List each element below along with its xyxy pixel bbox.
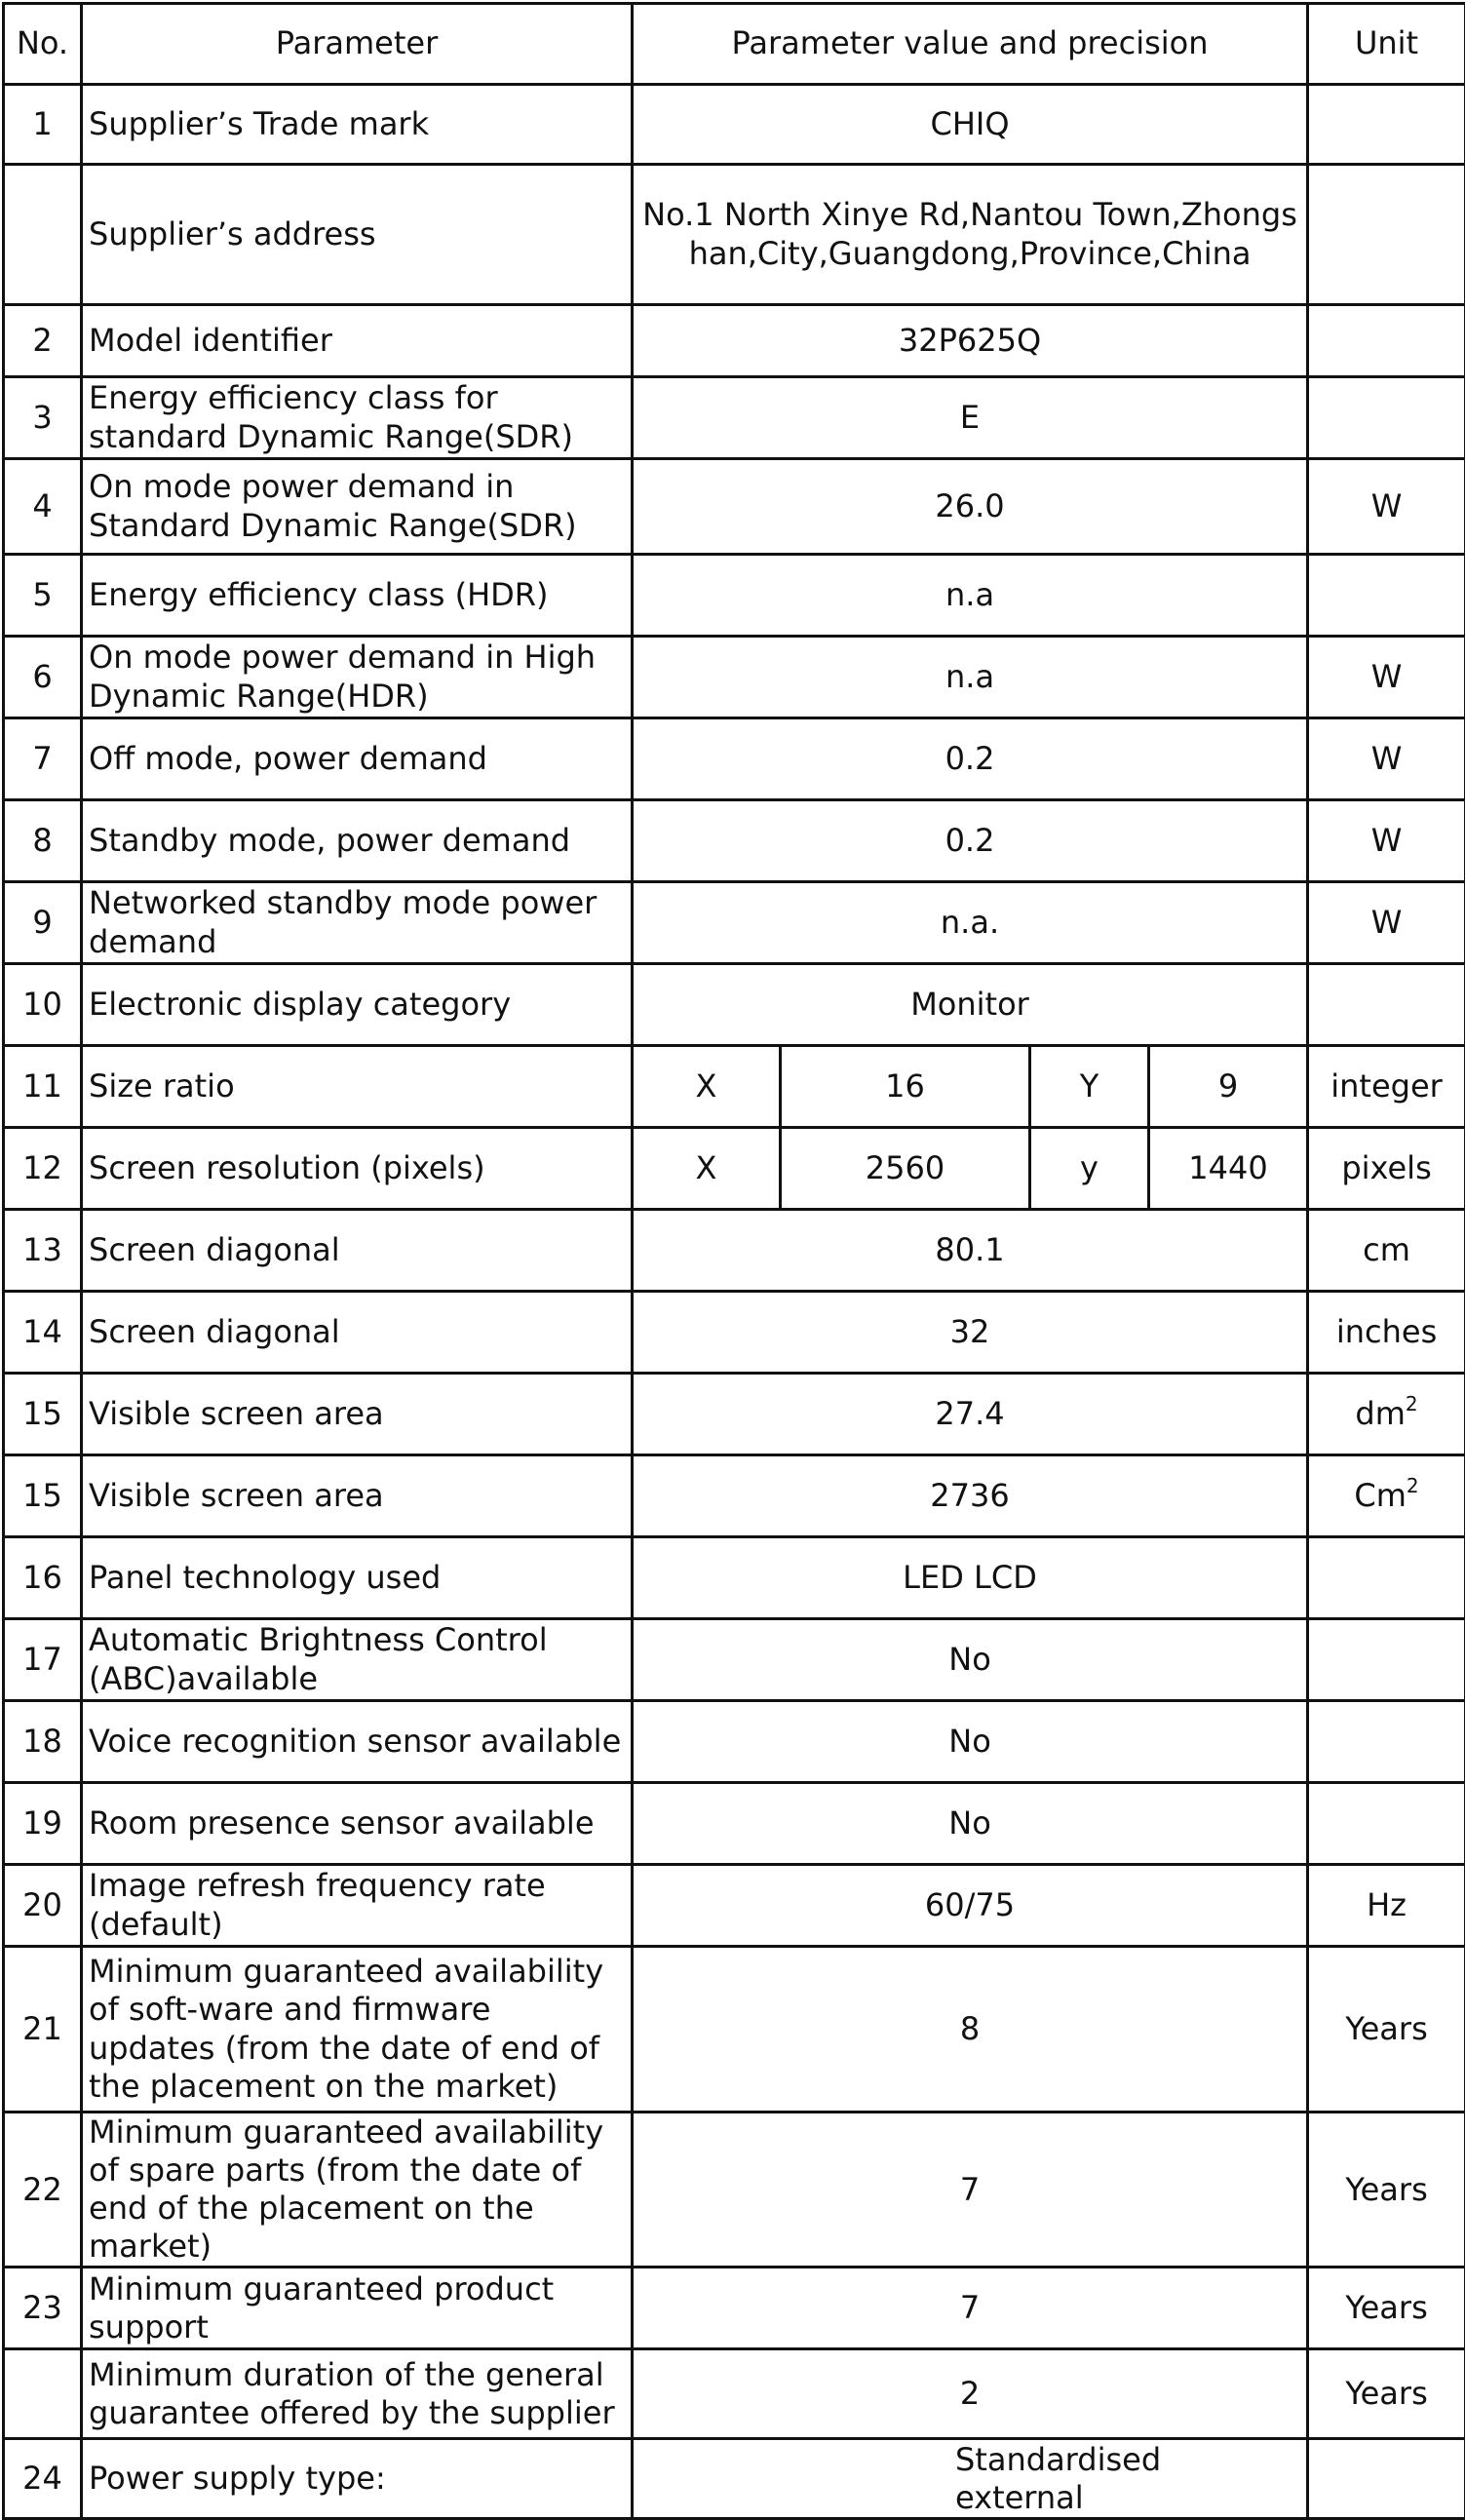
- row-no: [4, 165, 82, 305]
- table-row: [4, 1865, 1465, 1947]
- row-value: 2: [633, 2349, 1308, 2439]
- row-unit: Cm: [1354, 1477, 1407, 1514]
- row-no: 17: [4, 1619, 82, 1701]
- row-value: n.a: [633, 555, 1308, 637]
- table-row: [4, 1128, 1465, 1210]
- row-parameter: Power supply type:: [82, 2439, 633, 2519]
- table-row: [4, 165, 1465, 305]
- row-parameter: Supplier’s address: [82, 165, 633, 305]
- row-unit: [1308, 1537, 1465, 1619]
- table-row: [4, 1619, 1465, 1701]
- row-unit: [1308, 305, 1465, 377]
- table-row: [4, 637, 1465, 718]
- row-no: 20: [4, 1865, 82, 1947]
- row-no: 9: [4, 882, 82, 964]
- row-no: 22: [4, 2113, 82, 2268]
- row-parameter: Minimum guaranteed availability of soft-ware and firmware updates (from the date of end of the placement on the market): [82, 1947, 633, 2113]
- row-value: Monitor: [633, 964, 1308, 1046]
- row-no: 7: [4, 718, 82, 800]
- row-value: No: [633, 1619, 1308, 1701]
- row-unit: [1308, 2439, 1465, 2519]
- row-unit: inches: [1308, 1292, 1465, 1374]
- row-unit: [1308, 1619, 1465, 1701]
- row-no: 15: [4, 1455, 82, 1537]
- table-row: [4, 1374, 1465, 1455]
- row-unit: W: [1308, 800, 1465, 882]
- header-value: Parameter value and precision: [633, 4, 1308, 85]
- row-y-value: 1440: [1149, 1128, 1308, 1210]
- table-row: [4, 2113, 1465, 2268]
- row-value: E: [633, 377, 1308, 459]
- row-unit: integer: [1308, 1046, 1465, 1128]
- row-value: Standardised external: [633, 2439, 1308, 2519]
- table-row: [4, 1701, 1465, 1783]
- row-no: 16: [4, 1537, 82, 1619]
- row-parameter: Off mode, power demand: [82, 718, 633, 800]
- row-parameter: Electronic display category: [82, 964, 633, 1046]
- row-parameter: Model identifier: [82, 305, 633, 377]
- row-value: 32P625Q: [633, 305, 1308, 377]
- row-parameter: Energy efficiency class (HDR): [82, 555, 633, 637]
- row-parameter: Screen resolution (pixels): [82, 1128, 633, 1210]
- row-x-label: X: [633, 1046, 781, 1128]
- row-unit: [1308, 1783, 1465, 1865]
- row-x-value: 16: [781, 1046, 1030, 1128]
- row-value: 7: [633, 2268, 1308, 2349]
- row-value: No: [633, 1701, 1308, 1783]
- row-unit: W: [1308, 459, 1465, 555]
- row-value: No.1 North Xinye Rd,Nantou Town,Zhongshan,City,Guangdong,Province,China: [633, 165, 1308, 305]
- row-no: 23: [4, 2268, 82, 2349]
- row-unit: Years: [1308, 1947, 1465, 2113]
- row-unit-exponent: 2: [1407, 1474, 1419, 1497]
- table-row: [4, 555, 1465, 637]
- row-value: n.a: [633, 637, 1308, 718]
- header-parameter: Parameter: [82, 4, 633, 85]
- row-value: 60/75: [633, 1865, 1308, 1947]
- row-parameter: Room presence sensor available: [82, 1783, 633, 1865]
- table-row: [4, 85, 1465, 165]
- row-no: 11: [4, 1046, 82, 1128]
- table-row: [4, 1292, 1465, 1374]
- row-value: CHIQ: [633, 85, 1308, 165]
- row-parameter: Visible screen area: [82, 1374, 633, 1455]
- row-unit: Years: [1308, 2268, 1465, 2349]
- row-parameter: Energy efficiency class for standard Dynamic Range(SDR): [82, 377, 633, 459]
- row-no: 5: [4, 555, 82, 637]
- table-row: [4, 800, 1465, 882]
- row-y-value: 9: [1149, 1046, 1308, 1128]
- table-row: [4, 1947, 1465, 2113]
- row-no: 19: [4, 1783, 82, 1865]
- table-row: [4, 1455, 1465, 1537]
- row-value: 0.2: [633, 800, 1308, 882]
- row-unit: Years: [1308, 2349, 1465, 2439]
- row-value: 27.4: [633, 1374, 1308, 1455]
- row-parameter: Minimum guaranteed product support: [82, 2268, 633, 2349]
- row-value: 32: [633, 1292, 1308, 1374]
- table-row: [4, 2349, 1465, 2439]
- row-unit: cm: [1308, 1210, 1465, 1292]
- row-no: 21: [4, 1947, 82, 2113]
- row-unit: dm: [1355, 1395, 1405, 1432]
- table-row: [4, 459, 1465, 555]
- row-unit-exponent: 2: [1406, 1392, 1418, 1415]
- row-unit: [1308, 85, 1465, 165]
- table-row: [4, 305, 1465, 377]
- row-parameter: Minimum guaranteed availability of spare parts (from the date of end of the placement on the market): [82, 2113, 633, 2268]
- row-no: 3: [4, 377, 82, 459]
- row-no: 2: [4, 305, 82, 377]
- row-unit: [1308, 1701, 1465, 1783]
- table-row: [4, 1537, 1465, 1619]
- row-parameter: On mode power demand in Standard Dynamic Range(SDR): [82, 459, 633, 555]
- row-parameter: Visible screen area: [82, 1455, 633, 1537]
- row-unit: pixels: [1308, 1128, 1465, 1210]
- row-unit: [1308, 555, 1465, 637]
- table-row: [4, 1210, 1465, 1292]
- table-row: [4, 964, 1465, 1046]
- row-no: 1: [4, 85, 82, 165]
- row-value: 0.2: [633, 718, 1308, 800]
- row-x-label: X: [633, 1128, 781, 1210]
- row-value: 2736: [633, 1455, 1308, 1537]
- row-parameter: Minimum duration of the general guarantee offered by the supplier: [82, 2349, 633, 2439]
- header-no: No.: [4, 4, 82, 85]
- row-no: 15: [4, 1374, 82, 1455]
- row-parameter: Image refresh frequency rate (default): [82, 1865, 633, 1947]
- table-row: [4, 882, 1465, 964]
- table-row: [4, 1783, 1465, 1865]
- row-no: 8: [4, 800, 82, 882]
- row-no: 24: [4, 2439, 82, 2519]
- row-parameter: Panel technology used: [82, 1537, 633, 1619]
- row-unit: [1308, 165, 1465, 305]
- row-unit: W: [1308, 718, 1465, 800]
- row-value: 26.0: [633, 459, 1308, 555]
- row-no: [4, 2349, 82, 2439]
- row-value: No: [633, 1783, 1308, 1865]
- table-header-row: [4, 4, 1465, 85]
- row-value: LED LCD: [633, 1537, 1308, 1619]
- row-value: n.a.: [633, 882, 1308, 964]
- row-x-value: 2560: [781, 1128, 1030, 1210]
- row-parameter: Screen diagonal: [82, 1292, 633, 1374]
- row-y-label: Y: [1030, 1046, 1149, 1128]
- row-value: 80.1: [633, 1210, 1308, 1292]
- row-unit-cell: [1308, 1455, 1465, 1537]
- row-unit: W: [1308, 637, 1465, 718]
- row-unit: [1308, 964, 1465, 1046]
- row-unit: W: [1308, 882, 1465, 964]
- table-row: [4, 718, 1465, 800]
- row-unit-cell: [1308, 1374, 1465, 1455]
- row-no: 6: [4, 637, 82, 718]
- row-value: 8: [633, 1947, 1308, 2113]
- row-no: 14: [4, 1292, 82, 1374]
- row-parameter: Networked standby mode power demand: [82, 882, 633, 964]
- row-parameter: Standby mode, power demand: [82, 800, 633, 882]
- table-row: [4, 1046, 1465, 1128]
- row-no: 12: [4, 1128, 82, 1210]
- row-no: 4: [4, 459, 82, 555]
- row-parameter: Size ratio: [82, 1046, 633, 1128]
- table-row: [4, 2439, 1465, 2519]
- table-row: [4, 2268, 1465, 2349]
- spec-table: [2, 2, 1465, 2520]
- row-unit: [1308, 377, 1465, 459]
- table-row: [4, 377, 1465, 459]
- row-no: 13: [4, 1210, 82, 1292]
- row-parameter: Supplier’s Trade mark: [82, 85, 633, 165]
- row-y-label: y: [1030, 1128, 1149, 1210]
- row-parameter: On mode power demand in High Dynamic Range(HDR): [82, 637, 633, 718]
- row-unit: Years: [1308, 2113, 1465, 2268]
- row-no: 10: [4, 964, 82, 1046]
- row-parameter: Screen diagonal: [82, 1210, 633, 1292]
- row-value: 7: [633, 2113, 1308, 2268]
- header-unit: Unit: [1308, 4, 1465, 85]
- row-parameter: Voice recognition sensor available: [82, 1701, 633, 1783]
- row-no: 18: [4, 1701, 82, 1783]
- row-parameter: Automatic Brightness Control (ABC)available: [82, 1619, 633, 1701]
- row-unit: Hz: [1308, 1865, 1465, 1947]
